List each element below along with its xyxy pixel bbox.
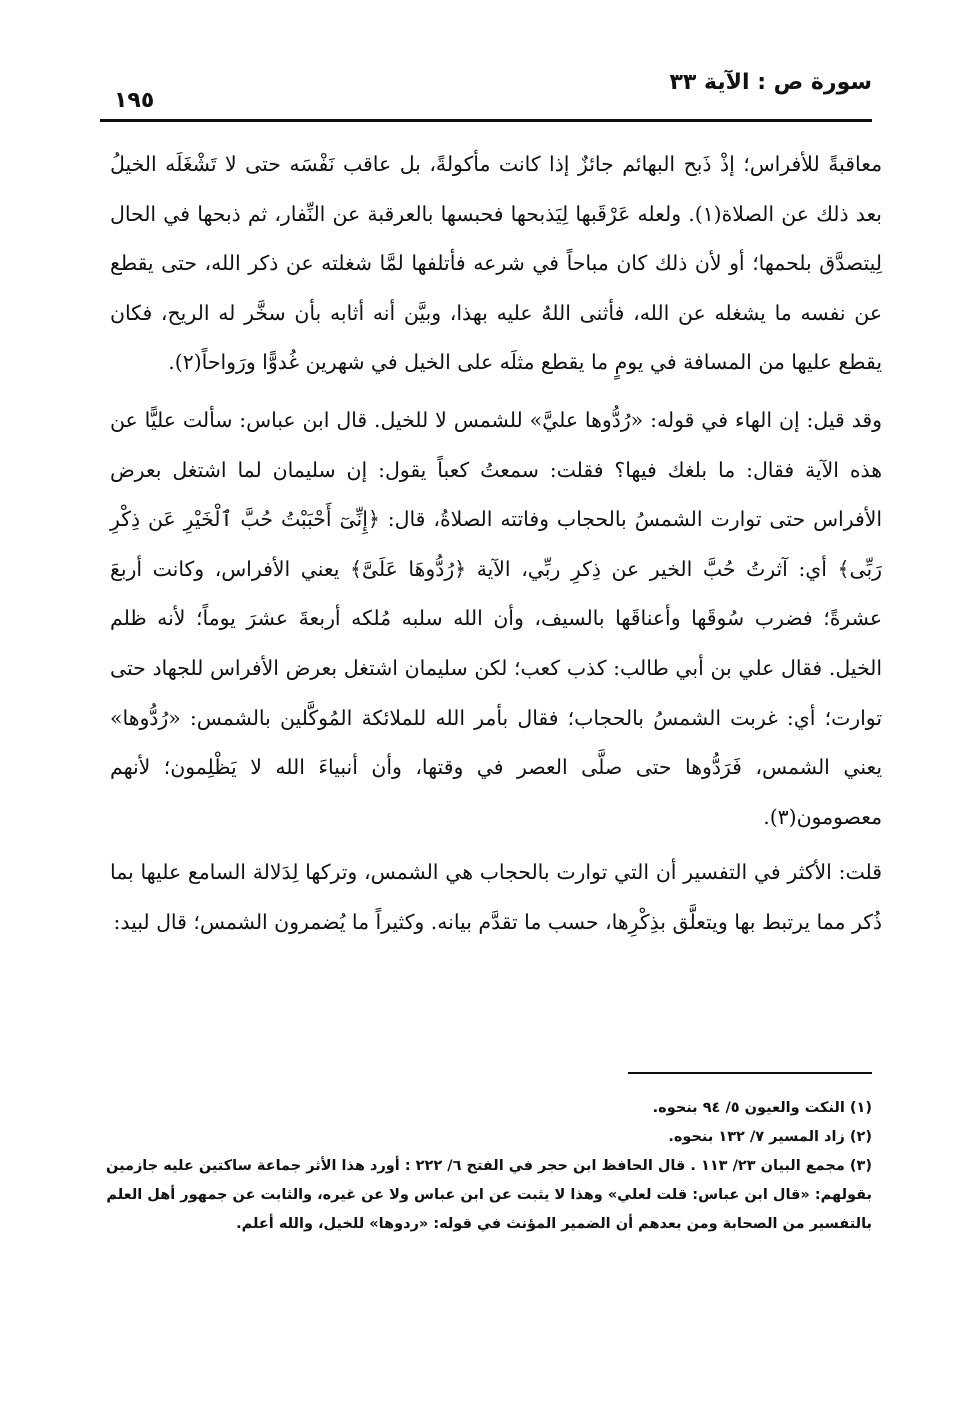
running-title: سورة ص : الآية ٣٣ [669,70,872,95]
paragraph-1: معاقبةً للأفراس؛ إذْ ذَبح البهائم جائزٌ إذا كانت مأكولةً، بل عاقب نَفْسَه حتى لا تَشْغَلَه الخيلُ بعد ذلك عن الصلاة(١). ولعله عَرْقَبها لِيَذبحها فحبسها بالعرقبة عن النِّفار، ثم ذبحها في الحال لِيتصدَّق بلحمها؛ أو لأن ذلك كان مباحاً في شرعه فأتلفها لمَّا شغلته عن ذكر الله، حتى يقطع عن نفسه ما يشغله عن الله، فأثنى اللهُ عليه بهذا، وبيَّن أنه أثابه بأن سخَّر له الريح، فكان يقطع عليها من المسافة في يومٍ ما يقطع مثلَه على الخيل في شهرين غُدوًّا ورَواحاً(٢). [110,152,882,375]
footnotes [100,1094,872,1239]
page-number: ١٩٥ [114,88,155,113]
footnote-1: (١) النكت والعيون ٥/ ٩٤ بنحوه. [652,1100,872,1116]
paragraph-3: قلت: الأكثر في التفسير أن التي توارت بالحجاب هي الشمس، وتركها لِدَلالة السامع عليها بما ذُكر مما يرتبط بها ويتعلَّق بذِكْرِها، حسب ما تقدَّم بيانه. وكثيراً ما يُضمرون الشمس؛ قال لبيد: [110,860,882,934]
header-rule [100,119,872,122]
footnote-3: (٣) مجمع البيان ٢٣/ ١١٣ . قال الحافظ ابن حجر في الفتح ٦/ ٢٢٢ : أورد هذا الأثر جماعة ساكتين عليه جازمين بقولهم: «قال ابن عباس: قلت لعلي» وهذا لا يثبت عن ابن عباس ولا عن غيره، والثابت عن جمهور أهل العلم بالتفسير من الصحابة ومن بعدهم أن الضمير المؤنث في قوله: «ردوها» للخيل، والله أعلم. [106,1158,872,1232]
footnote-2: (٢) زاد المسير ٧/ ١٣٢ بنحوه. [668,1129,872,1145]
footnote-rule [628,1072,872,1074]
paragraph-2: وقد قيل: إن الهاء في قوله: «رُدُّوها عليَّ» للشمس لا للخيل. قال ابن عباس: سألت عليًّا عن هذه الآية فقال: ما بلغك فيها؟ فقلت: سمعتُ كعباً يقول: إن سليمان لما اشتغل بعرض الأفراس حتى توارت الشمسُ بالحجاب وفاتته الصلاةُ، قال: ﴿إِنِّىٓ أَحْبَبْتُ حُبَّ ٱلْخَيْرِ عَن ذِكْرِ رَبِّى﴾ أي: آثرتُ حُبَّ الخير عن ذِكرِ ربِّي، الآية ﴿رُدُّوهَا عَلَىَّ﴾ يعني الأفراس، وكانت أربعَ عشرةً؛ فضرب سُوقَها وأعناقَها بالسيف، وأن الله سلبه مُلكه أربعةَ عشرَ يوماً؛ لأنه ظلم الخيل. فقال علي بن أبي طالب: كذب كعب؛ لكن سليمان اشتغل بعرض الأفراس للجهاد حتى توارت؛ أي: غربت الشمسُ بالحجاب؛ فقال بأمر الله للملائكة المُوكَّلين بالشمس: «رُدُّوها» يعني الشمس، فَرَدُّوها حتى صلَّى العصر في وقتها، وأن أنبياءَ الله لا يَظْلِمون؛ لأنهم معصومون(٣). [110,407,882,829]
main-text [110,140,882,948]
page-header [100,68,872,120]
